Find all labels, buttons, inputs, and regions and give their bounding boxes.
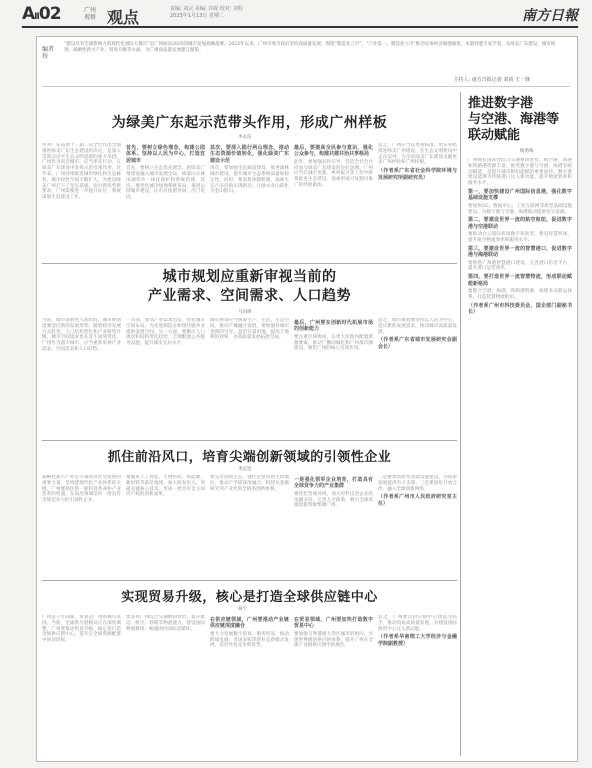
section-title: 观点 <box>107 8 140 27</box>
editor-note-tag: 编者按 <box>42 46 55 60</box>
article3-body <box>42 475 457 575</box>
divider <box>42 580 457 581</box>
sidebar-body <box>468 158 572 756</box>
article2-body <box>42 318 457 436</box>
article2-col: 当前，城市发展进入新阶段，城市规划需要适应新的发展形势。随着经济发展方式转变、人口结构变化和产业转型升级，城市空间需求也在发生深刻变化。广州作为超大城市，应当重新审视产业需求、空间需求和人口趋势。 <box>42 318 121 352</box>
article3-col: 要完善创新生态，强化企业创新主体地位，推动产学研深度融合，构建从基础研究到产业化的全链条创新体系。 <box>210 475 289 492</box>
article1-col: 总之，广州应当以更高标准、更实举措推进绿美广州建设，在生态文明建设中走在前列，为全省绿美广东建设贡献更多广州经验和广州样板。 （作者系广东省社会科学院环境与发展研究所副研究员） <box>378 143 457 181</box>
article2-byline: 马向明 <box>238 310 252 315</box>
article4-byline: 祝宁 <box>238 607 247 612</box>
article4-col: 在贸易领域，广州要加快打造数字贸易中心 要加强与粤港澳大湾区城市的协同，共建世界级的供应链体系，提升广州在全球产业链供应链中的地位。 <box>294 617 373 649</box>
column-divider <box>460 92 461 756</box>
article2-headline: 城市规划应重新审视当前的 产业需求、空间需求、人口趋势 <box>148 269 351 304</box>
section-label: 广州 观察 <box>84 7 97 21</box>
article3-byline: 李志坚 <box>238 467 252 472</box>
article1-col: 首先，要树立绿色理念，构建公园体系。坚持以人民为中心，打造宜居城市 首先，要树立生态优先理念。把绿美广州建设融入城市发展全局，统筹山水林田湖草沙一体化保护和系统治理。其次，要优化城市绿地系统布局，推进公园城市建设，让市民推窗见绿、出门见园。 <box>126 145 205 201</box>
article4-headline: 实现贸易升级，核心是打造全球供应链中心 <box>121 590 378 605</box>
divider <box>42 440 457 441</box>
article2-col: 总之，城市规划要坚持以人民为中心，适应新的发展需求，推动城市高质量发展。 （作者系广东省城市发展研究会副会长） <box>378 318 457 350</box>
editor-note-author: 主持人: 南方日报记者 刘倩 王一锋 <box>453 77 530 83</box>
article1-headline: 为绿美广东起示范带头作用，形成广州样板 <box>111 115 388 131</box>
article4-body <box>42 615 457 755</box>
article4-col: 在供应链领域，广州要推动产业链供应链深度融合 要大力发展数字贸易、服务贸易，推动跨境电商、市场采购等新业态新模式发展，培育外贸竞争新优势。 <box>210 617 289 649</box>
article3-headline: 抓住前沿风口，培育尖端创新领域的引领性企业 <box>107 450 392 465</box>
sidebar-byline: 杨勇梅 <box>520 149 534 154</box>
article3-col: 战略性新兴产业是引领经济社会发展的重要力量，是构建现代化产业体系的关键。广州要抓住新一轮科技革命和产业变革的机遇，在前沿领域培育一批具有全球竞争力的引领性企业。 <box>42 475 121 504</box>
page-number: AII02 <box>22 4 61 24</box>
article2-col: 一方面，要从产业需求出发，优化城市空间布局，为先进制造业和现代服务业提供发展空间。另一方面，要顺应人口流动和结构变化趋势，合理配置公共服务设施，提升城市宜居水平。 <box>126 318 205 347</box>
article1-col: 中共广东省委十三届二次全会作出全面推进绿美广东生态建设的决定，是深入贯彻习近平生态文明思想的重大举措。广州作为省会城市，应当率先行动，在绿美广东建设中发挥示范引领作用。近年来，广州持续推进城市绿化和生态修复，城市绿色空间不断扩大，为建设绿美广州打下了坚实基础。面对新形势新要求，广州需要进一步提升站位，系统谋划生态建设工作。 <box>42 143 121 201</box>
divider <box>42 263 457 264</box>
article1-col: 其次，要深入践行两山理念，推动生态资源价值转化，强化绿美广东建设示范 再次，要加强生态廊道建设，推进森林城市建设，提升城市生态系统质量和稳定性。同时，要创新体制机制，探索生态产品价值实现路径，让绿水青山转化为金山银山。 <box>210 145 289 195</box>
article2-col: 城市规划应当统筹生产、生活、生态空间，推动产城融合发展。要加强对城市更新的引导，盘活存量用地，提高土地利用效率，为高质量发展拓展空间。 <box>210 318 289 341</box>
article3-col: 一是强化领军企业培育，打造具有全球竞争力的产业集群 要优化营商环境，加大对科技型企业的金融支持，完善人才政策，吸引全球高端创新资源集聚广州。 <box>294 477 373 509</box>
editor-note <box>42 42 570 87</box>
sidebar-headline: 推进数字港 与空港、海港等 联动赋能 <box>468 96 560 143</box>
article3-col: 二是要加快新型基础设施建设，为创新发展提供有力支撑。三是要深化开放合作，融入全球创新网络。 （作者系广州市人民政府研究室主任） <box>378 475 457 507</box>
newspaper-logo: 南方日報 <box>522 8 578 24</box>
article3-col: 要聚焦人工智能、生物医药、新能源、新材料等前沿领域，加大研发投入，突破关键核心技术，形成一批具有自主知识产权的创新成果。 <box>126 475 205 498</box>
article4-col: 要发挥广州综合交通枢纽优势，提升航运、航空、铁路等物流能力，建设国际物流枢纽，畅通国内国际双循环。 <box>126 615 205 632</box>
editor-note-text: “建设具有全球影响力的现代化国际大都市”是广州面向2035的城市发展战略部署。2023年以来，广州市委市政府坚持高质量发展，围绕“制造业立市”、“产业第一、制造业立市”推动实体经济做强做优。本版特邀专家学者，从绿美广东建设、城市规划、战略性新兴产业、贸易升级等方面，为广州高质量发展建言献策。 <box>64 42 556 53</box>
article1-byline: 李永洁 <box>238 135 252 140</box>
article2-col: 最后，广州要在创新时代拓展市场的创新能力 要注重区域协同，在更大范围内配置资源要素，推动广佛同城化和广州都市圈建设，强化广州的核心引领作用。 <box>294 320 373 352</box>
sidebar-col: 广州拥有国际性综合交通枢纽优势，航空港、海港和铁路港资源丰富。推进数字港与空港、海港等联动赋能，是提升城市枢纽能级的重要途径。数字港建设能够为传统港口注入新动能，提升物流效率和服务水平。 第一，要加快建设广州国际信息港，强化数字基础设施支撑 要加快5G、数据中心、工业互联网等新型基础设施建设，为数字港与空港、海港联动提供坚实基础。 第二，要建设世界一流的航空枢纽，促进数字港与空港联动 要推动白云国际机场数字化转型，建设智慧机场，提升航空物流效率和服务水平。 第三，要建设世界一流的智慧港口，促进数字港与海港联动 要推进广州港智慧港口建设，完善港口信息平台，提升港口运营效率。 第四，要打造世界一流智慧物流，形成联动赋能新格局 要整合空港、海港、铁路港资源，构建多式联运体系，打造智慧物流枢纽。 （作者系广州市科技委员会、国企部门副秘书长） <box>468 158 572 316</box>
article1-body <box>42 143 457 261</box>
masthead <box>22 4 578 28</box>
article1-col: 最后，要提高全民参与意识，强化公众参与，构建共建共治共享格局 此外，要加强宣传引导，营造全社会共同参与绿美广东建设的良好氛围。广州应当在城市更新、乡村振兴等工作中统筹推进生态建设，探索形成可复制可推广的经验做法。 <box>294 145 373 188</box>
article4-col: 广州是千年商都，贸易是广州的城市基因。当前，全球供应链格局正在深度调整，广州要推动贸易升级，核心是打造全球供应链中心，提升在全球资源配置中的话语权。 <box>42 615 121 644</box>
page-meta: 责编: 刘云 美编: 许砚 校对: 刘程 2023年1月13日 星期二 <box>170 6 244 19</box>
article4-col: 总之，广州要以供应链中心建设为抓手，推动贸易高质量发展，为建设国际商贸中心注入新动能。 （作者系华南理工大学经济与金融学院副教授） <box>378 615 457 647</box>
